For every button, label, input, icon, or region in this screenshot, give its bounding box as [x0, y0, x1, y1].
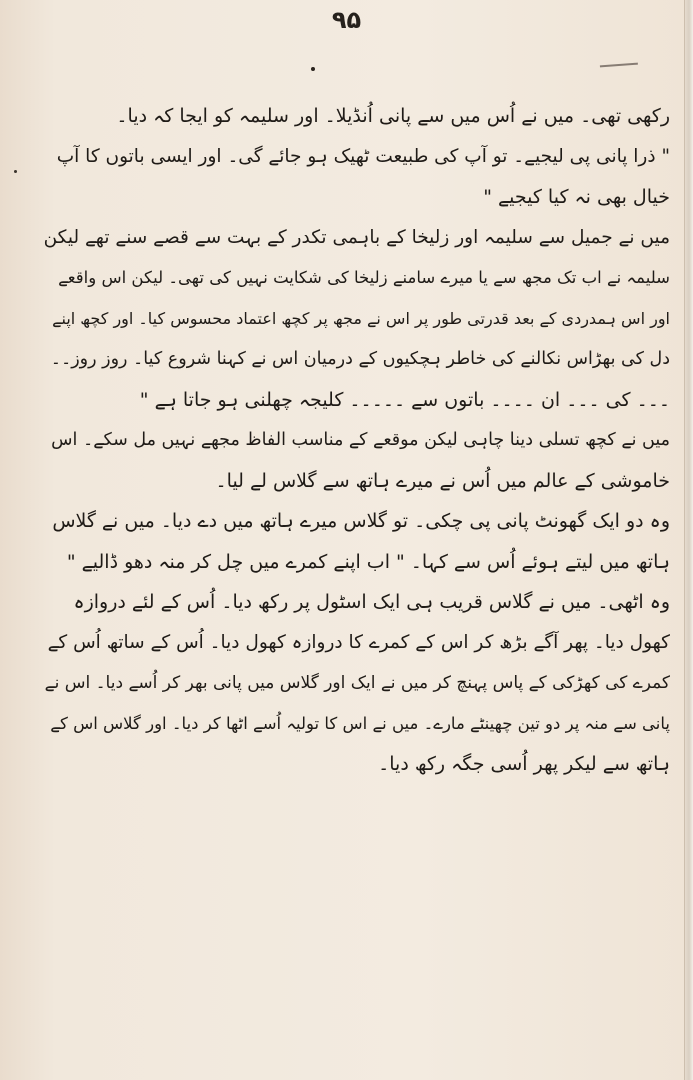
- text-line: خیال بھی نہ کیا کیجیے ": [483, 186, 670, 208]
- text-line: وہ دو ایک گھونٹ پانی پی چکی۔ تو گلاس میرے ہاتھ میں دے دیا۔ میں نے گلاس: [52, 510, 670, 532]
- text-line: وہ اٹھی۔ میں نے گلاس قریب ہی ایک اسٹول پر رکھ دیا۔ اُس کے لئے دروازہ: [73, 591, 670, 613]
- text-line: ہاتھ سے لیکر پھر اُسی جگہ رکھ دیا۔: [378, 753, 670, 775]
- urdu-text-body: [42, 96, 670, 785]
- ink-dot: [311, 67, 315, 71]
- page-binding-edge: [684, 0, 693, 1080]
- text-line: رکھی تھی۔ میں نے اُس میں سے پانی اُنڈیلا۔ اور سلیمہ کو ایجا کہ دیا۔: [116, 105, 670, 127]
- page-number: ۹۵: [331, 6, 362, 34]
- text-line: میں نے کچھ تسلی دینا چاہی لیکن موقعے کے مناسب الفاظ مجھے نہیں مل سکے۔ اس: [51, 430, 670, 450]
- text-line: کمرے کی کھڑکی کے پاس پہنچ کر میں نے ایک اور گلاس میں پانی بھر کر اُسے دیا۔ اس نے: [44, 673, 670, 693]
- text-line: ہاتھ میں لیتے ہوئے اُس سے کہا۔ " اب اپنے کمرے میں چل کر منہ دھو ڈالیے ": [66, 550, 670, 573]
- margin-ink-dot: [14, 170, 17, 173]
- text-line: ۔۔۔ کی ۔۔۔ ان ۔۔۔۔ باتوں سے ۔۔۔۔۔ کلیجہ چھلنی ہو جاتا ہے ": [139, 388, 670, 411]
- text-line: خاموشی کے عالم میں اُس نے میرے ہاتھ سے گلاس لے لیا۔: [215, 469, 670, 492]
- text-line: پانی سے منہ پر دو تین چھینٹے مارے۔ میں نے اس کا تولیہ اُسے اٹھا کر دیا۔ اور گلاس اس کے: [50, 713, 670, 733]
- text-line: دل کی بھڑاس نکالنے کی خاطر ہچکیوں کے درمیان اس نے کہنا شروع کیا۔ روز روز۔۔: [50, 349, 670, 369]
- text-line: کھول دیا۔ پھر آگے بڑھ کر اس کے کمرے کا دروازہ کھول دیا۔ اُس کے ساتھ اُس کے: [47, 631, 670, 653]
- text-line: " ذرا پانی پی لیجیے۔ تو آپ کی طبیعت ٹھیک ہو جائے گی۔ اور ایسی باتوں کا آپ: [56, 145, 670, 167]
- pencil-mark: [600, 63, 638, 71]
- text-line: اور اس ہمدردی کے بعد قدرتی طور پر اس نے مجھ پر کچھ اعتماد محسوس کیا۔ اور کچھ اپنے: [52, 308, 670, 328]
- text-line: سلیمہ نے اب تک مجھ سے یا میرے سامنے زلیخا کی شکایت نہیں کی تھی۔ لیکن اس واقعے: [58, 268, 670, 287]
- text-line: میں نے جمیل سے سلیمہ اور زلیخا کے باہمی تکدر کے بہت سے قصے سنے تھے لیکن: [43, 226, 670, 248]
